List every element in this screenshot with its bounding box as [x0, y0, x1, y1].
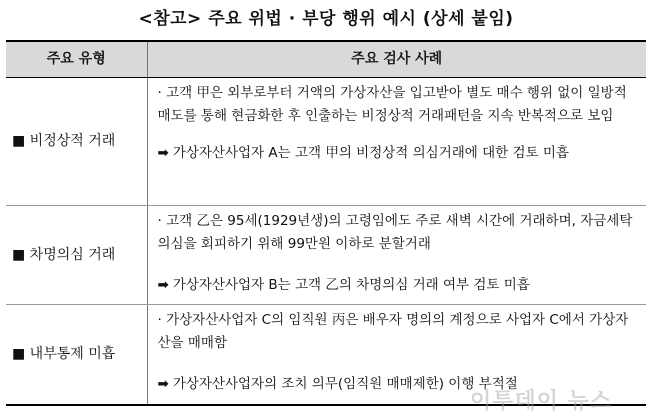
case-finding	[158, 373, 639, 396]
case-description: · 고객 乙은 95세(1929년생)의 고령임에도 주로 새벽 시간에 거래하며, 자금세탁 의심을 회피하기 위해 99만원 이하로 분할거래	[157, 213, 633, 252]
arrow-icon: ➡	[157, 145, 169, 161]
row-body	[147, 206, 646, 305]
row-category: ■ 내부통제 미흡	[6, 305, 147, 405]
case-description: · 고객 甲은 외부로부터 거액의 가상자산을 입고받아 별도 매수 행위 없이 일방적 매도를 통해 현금화한 후 인출하는 비정상적 거래패턴을 지속 반복적으로 보임	[157, 85, 627, 124]
finding-text: 가상자산사업자의 조치 의무(임직원 매매제한) 이행 부적절	[172, 376, 518, 392]
row-category: ■ 비정상적 거래	[6, 78, 147, 206]
case-finding	[158, 142, 639, 165]
header-cases: 주요 검사 사례	[147, 41, 646, 78]
table-row	[6, 305, 646, 405]
arrow-icon: ➡	[157, 376, 169, 392]
watermark-logo: 이투데이 뉴스	[470, 389, 613, 414]
case-finding	[158, 274, 639, 297]
violation-examples-table	[6, 40, 646, 406]
table-row	[6, 78, 646, 206]
document-title: <참고> 주요 위법 · 부당 행위 예시 (상세 붙임)	[138, 9, 514, 29]
row-category: ■ 차명의심 거래	[6, 206, 147, 305]
finding-text: 가상자산사업자 A는 고객 甲의 비정상적 의심거래에 대한 검토 미흡	[172, 145, 569, 161]
header-type: 주요 유형	[6, 41, 147, 78]
case-description: · 가상자산사업자 C의 임직원 丙은 배우자 명의의 계정으로 사업자 C에서 가상자산을 매매함	[157, 312, 629, 351]
finding-text: 가상자산사업자 B는 고객 乙의 차명의심 거래 여부 검토 미흡	[172, 277, 530, 293]
row-body	[147, 305, 646, 405]
table-row	[6, 206, 646, 305]
arrow-icon: ➡	[157, 277, 169, 293]
table-header-row	[6, 41, 646, 78]
row-body	[147, 78, 646, 206]
